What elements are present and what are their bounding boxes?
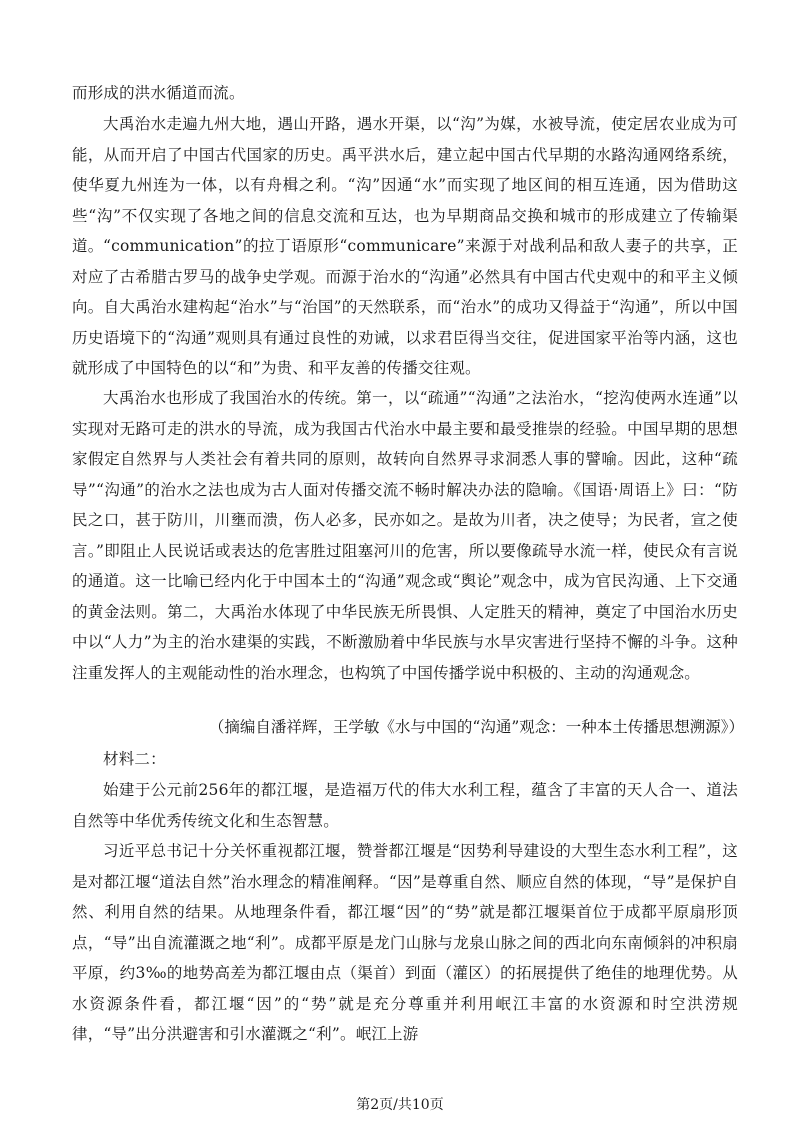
paragraph-dayu-travels: 大禹治水走遍九州大地，遇山开路，遇水开渠，以“沟”为媒，水被导流，使定居农业成为可能，从而开启了中国古代国家的历史。禹平洪水后，建立起中国古代早期的水路沟通网络系统，使华夏九州连为一体，以有舟楫之利。“沟”因通“水”而实现了地区间的相互连通，因为借助这些“沟”不仅实现了各地之间的信息交流和互达，也为早期商品交换和城市的形成建立了传输渠道。	[72, 115, 738, 255]
paragraph-communication-origin: “communication”的拉丁语原形“communicare”来源于对战利品和敌人妻子的共享，正对应了古希腊古罗马的战争史学观。而源于治水的“沟通”必然具有中国古代史观中的和平主义倾向。自大禹治水建构起“治水”与“治国”的天然联系，而“治水”的成功又得益于“沟通”，所以中国历史语境下的“沟通”观则具有通过良性的劝诫，以求君臣得当交往，促进国家平治等内涵，这也就形成了中国特色的以“和”为贵、和平友善的传播交往观。	[72, 237, 738, 377]
paragraph-continuation: 而形成的洪水循道而流。	[72, 84, 245, 102]
page-number: 第2页/共10页	[356, 1097, 444, 1113]
paragraph-flood-control-tradition: 大禹治水也形成了我国治水的传统。第一，以“疏通”“沟通”之法治水，“挖沟使两水连通”以实现对无路可走的洪水的导流，成为我国古代治水中最主要和最受推崇的经验。中国早期的思想家假定自然界与人类社会有着共同的原则，故转向自然界寻求洞悉人事的譬喻。因此，这种“疏导”“沟通”的治水之法也成为古人面对传播交流不畅时解决办法的隐喻。《国语·周语上》曰：“防民之口，甚于防川，川壅而溃，伤人必多，民亦如之。是故为川者，决之使导；为民者，宣之使言。”即阻止人民说话或表达的危害胜过阻塞河川的危害，所以要像疏导水流一样，使民众有言说的通道。这一比喻已经内化于中国本土的“沟通”观念或“舆论”观念中，成为官民沟通、上下交通的黄金法则。第二，大禹治水体现了中华民族无所畏惧、人定胜天的精神，奠定了中国治水历史中以“人力”为主的治水建渠的实践，不断激励着中华民族与水旱灾害进行坚持不懈的斗争。这种注重发挥人的主观能动性的治水理念，也构筑了中国传播学说中积极的、主动的沟通观念。	[72, 389, 738, 682]
material-heading: 材料二：	[103, 750, 166, 768]
paragraph-dujiangyan-intro: 始建于公元前256年的都江堰，是造福万代的伟大水利工程，蕴含了丰富的天人合一、道法自然等中华优秀传统文化和生态智慧。	[72, 781, 738, 830]
paragraph-dujiangyan-analysis: 习近平总书记十分关怀重视都江堰，赞誉都江堰是“因势利导建设的大型生态水利工程”，这是对都江堰“道法自然”治水理念的精准阐释。“因”是尊重自然、顺应自然的体现，“导”是保护自然、利用自然的结果。从地理条件看，都江堰“因”的“势”就是都江堰渠首位于成都平原扇形顶点，“导”出自流灌溉之地“利”。成都平原是龙门山脉与龙泉山脉之间的西北向东南倾斜的冲积扇平原，约3‰的地势高差为都江堰由点（渠首）到面（灌区）的拓展提供了绝佳的地理优势。从水资源条件看，都江堰“因”的“势”就是充分尊重并利用岷江丰富的水资源和时空洪涝规律，“导”出分洪避害和引水灌溉之“利”。岷江上游	[72, 842, 738, 1043]
source-citation: （摘编自潘祥辉，王学敏《水与中国的“沟通”观念：一种本土传播思想溯源》）	[208, 718, 744, 736]
